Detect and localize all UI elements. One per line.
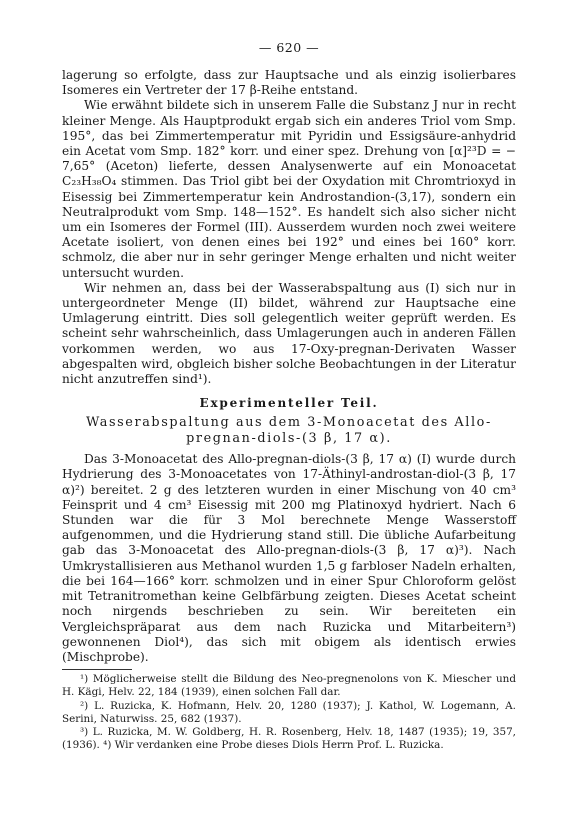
paragraph-continuation: lagerung so erfolgte, dass zur Hauptsache und als einzig isolierbares Isomeres ein Vertreter der 17 β-Reihe entstand. (62, 68, 516, 98)
footnote-1: ¹) Möglicherweise stellt die Bildung des Neo-pregnenolons von K. Miescher und H. Kägi, Helv. 22, 184 (1939), einen solchen Fall dar. (62, 673, 516, 699)
footnote-2: ²) L. Ruzicka, K. Hofmann, Helv. 20, 1280 (1937); J. Kathol, W. Logemann, A. Serini, Naturwiss. 25, 682 (1937). (62, 699, 516, 725)
document-page (62, 40, 516, 752)
page-number: — 620 — (258, 40, 320, 55)
paragraph-hypothesis: Wir nehmen an, dass bei der Wasserabspaltung aus (I) sich nur in untergeordneter Menge (II) bildet, während zur Hauptsache eine Umlagerung eintritt. Dies soll gelegentlich weiter geprüft werden. Es scheint sehr wahrscheinlich, dass Umlagerungen auch in anderen Fällen vorkommen werden, wo aus 17-Oxy-pregnan-Derivaten Wasser abgespalten wird, obgleich bisher solche Beobachtungen in der Literatur nicht anzutreffen sind¹). (62, 280, 516, 387)
paragraph-triol: Wie erwähnt bildete sich in unserem Falle die Substanz J nur in recht kleiner Menge. Als Hauptprodukt ergab sich ein anderes Triol vom Smp. 195°, das bei Zimmertemperatur mit Pyridin und Essigsäure-anhydrid ein Acetat vom Smp. 182° korr. und einer spez. Drehung von [α]²³D = − 7,65° (Aceton) lieferte, dessen Analysenwerte auf ein Monoacetat C₂₃H₃₈O₄ stimmen. Das Triol gibt bei der Oxydation mit Chromtrioxyd in Eisessig bei Zimmertemperatur kein Androstandion-(3,17), sondern ein Neutralprodukt vom Smp. 148—152°. Es handelt sich also sicher nicht um ein Isomeres der Formel (III). Ausserdem wurden noch zwei weitere Acetate isoliert, von denen eines bei 192° und eines bei 160° korr. schmolz, die aber nur in sehr geringer Menge erhalten und nicht weiter untersucht wurden. (62, 98, 516, 280)
paragraph-experimental: Das 3-Monoacetat des Allo-pregnan-diols-(3 β, 17 α) (I) wurde durch Hydrierung des 3-Monoacetates von 17-Äthinyl-androstan-diol-(3 β, 17 α)²) bereitet. 2 g des letzteren wurden in einer Mischung von 40 cm³ Feinsprit und 4 cm³ Eisessig mit 200 mg Platinoxyd hydriert. Nach 6 Stunden war die für 3 Mol berechnete Menge Wasserstoff aufgenommen, und die Hydrierung stand still. Die übliche Aufarbeitung gab das 3-Monoacetat des Allo-pregnan-diols-(3 β, 17 α)³). Nach Umkrystallisieren aus Methanol wurden 1,5 g farbloser Nadeln erhalten, die bei 164—166° korr. schmolzen und in einer Spur Chloroform gelöst mit Tetranitromethan keine Gelbfärbung zeigten. Dieses Acetat scheint noch nirgends beschrieben zu sein. Wir bereiteten ein Vergleichspräparat aus dem nach Ruzicka und Mitarbeitern³) gewonnenen Diol⁴), das sich mit obigem als identisch erwies (Mischprobe). (62, 452, 516, 664)
footnote-rule (62, 669, 132, 670)
section-heading: Experimenteller Teil. (199, 396, 379, 411)
subsection-heading: Wasserabspaltung aus dem 3-Monoacetat des Allo-pregnan-diols-(3 β, 17 α). (86, 415, 492, 446)
footnote-3-4: ³) L. Ruzicka, M. W. Goldberg, H. R. Rosenberg, Helv. 18, 1487 (1935); 19, 357, (1936). ⁴) Wir verdanken eine Probe dieses Diols Herrn Prof. L. Ruzicka. (62, 725, 516, 752)
